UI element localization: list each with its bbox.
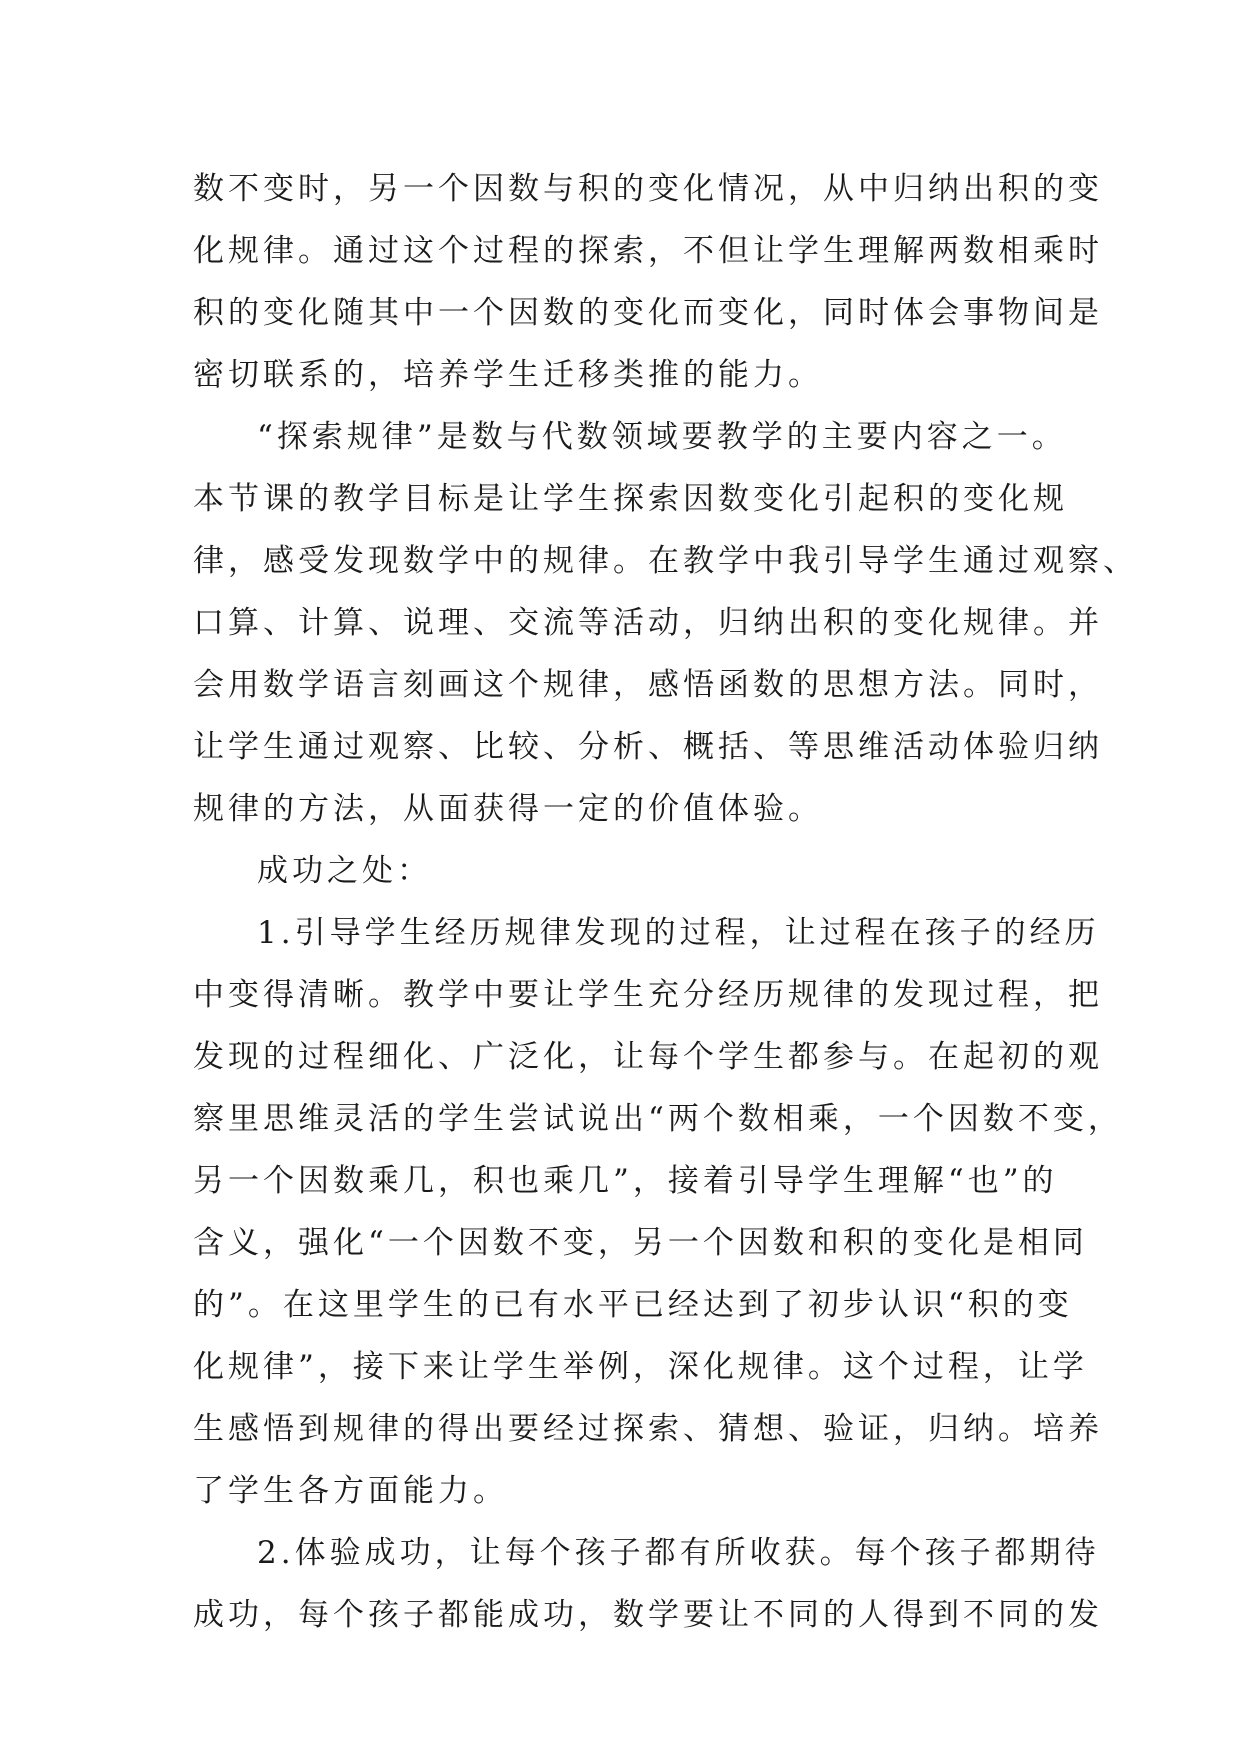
text-line: 律，感受发现数学中的规律。在教学中我引导学生通过观察、	[193, 543, 1138, 579]
text-line: 本节课的教学目标是让学生探索因数变化引起积的变化规	[193, 481, 1068, 517]
text-line: 察里思维灵活的学生尝试说出“两个数相乘，一个因数不变，	[193, 1101, 1123, 1137]
text-line: 的”。在这里学生的已有水平已经达到了初步认识“积的变	[193, 1287, 1073, 1323]
section-heading: 成功之处：	[257, 853, 432, 889]
numbered-item-first-line: 1.引导学生经历规律发现的过程，让过程在孩子的经历	[257, 915, 1100, 951]
text-line: 化规律”，接下来让学生举例，深化规律。这个过程，让学	[193, 1349, 1088, 1385]
text-line: 让学生通过观察、比较、分析、概括、等思维活动体验归纳	[193, 729, 1103, 765]
text-line: 口算、计算、说理、交流等活动，归纳出积的变化规律。并	[193, 605, 1103, 641]
numbered-item-first-line: 2.体验成功，让每个孩子都有所收获。每个孩子都期待	[257, 1535, 1100, 1571]
text-line: 另一个因数乘几，积也乘几”，接着引导学生理解“也”的	[193, 1163, 1058, 1199]
text-line: 成功，每个孩子都能成功，数学要让不同的人得到不同的发	[193, 1597, 1103, 1633]
text-line: 数不变时，另一个因数与积的变化情况，从中归纳出积的变	[193, 171, 1103, 207]
text-line: 规律的方法，从面获得一定的价值体验。	[193, 791, 823, 827]
text-line: 化规律。通过这个过程的探索，不但让学生理解两数相乘时	[193, 233, 1103, 269]
text-line: 中变得清晰。教学中要让学生充分经历规律的发现过程，把	[193, 977, 1103, 1013]
text-line: 发现的过程细化、广泛化，让每个学生都参与。在起初的观	[193, 1039, 1103, 1075]
document-body	[193, 158, 1138, 1646]
text-line: 会用数学语言刻画这个规律，感悟函数的思想方法。同时，	[193, 667, 1103, 703]
text-line: 了学生各方面能力。	[193, 1473, 508, 1509]
text-line: 生感悟到规律的得出要经过探索、猜想、验证，归纳。培养	[193, 1411, 1103, 1447]
text-line: 密切联系的，培养学生迁移类推的能力。	[193, 357, 823, 393]
paragraph-first-line: “探索规律”是数与代数领域要教学的主要内容之一。	[257, 419, 1067, 455]
text-line: 含义，强化“一个因数不变，另一个因数和积的变化是相同	[193, 1225, 1088, 1261]
text-line: 积的变化随其中一个因数的变化而变化，同时体会事物间是	[193, 295, 1103, 331]
